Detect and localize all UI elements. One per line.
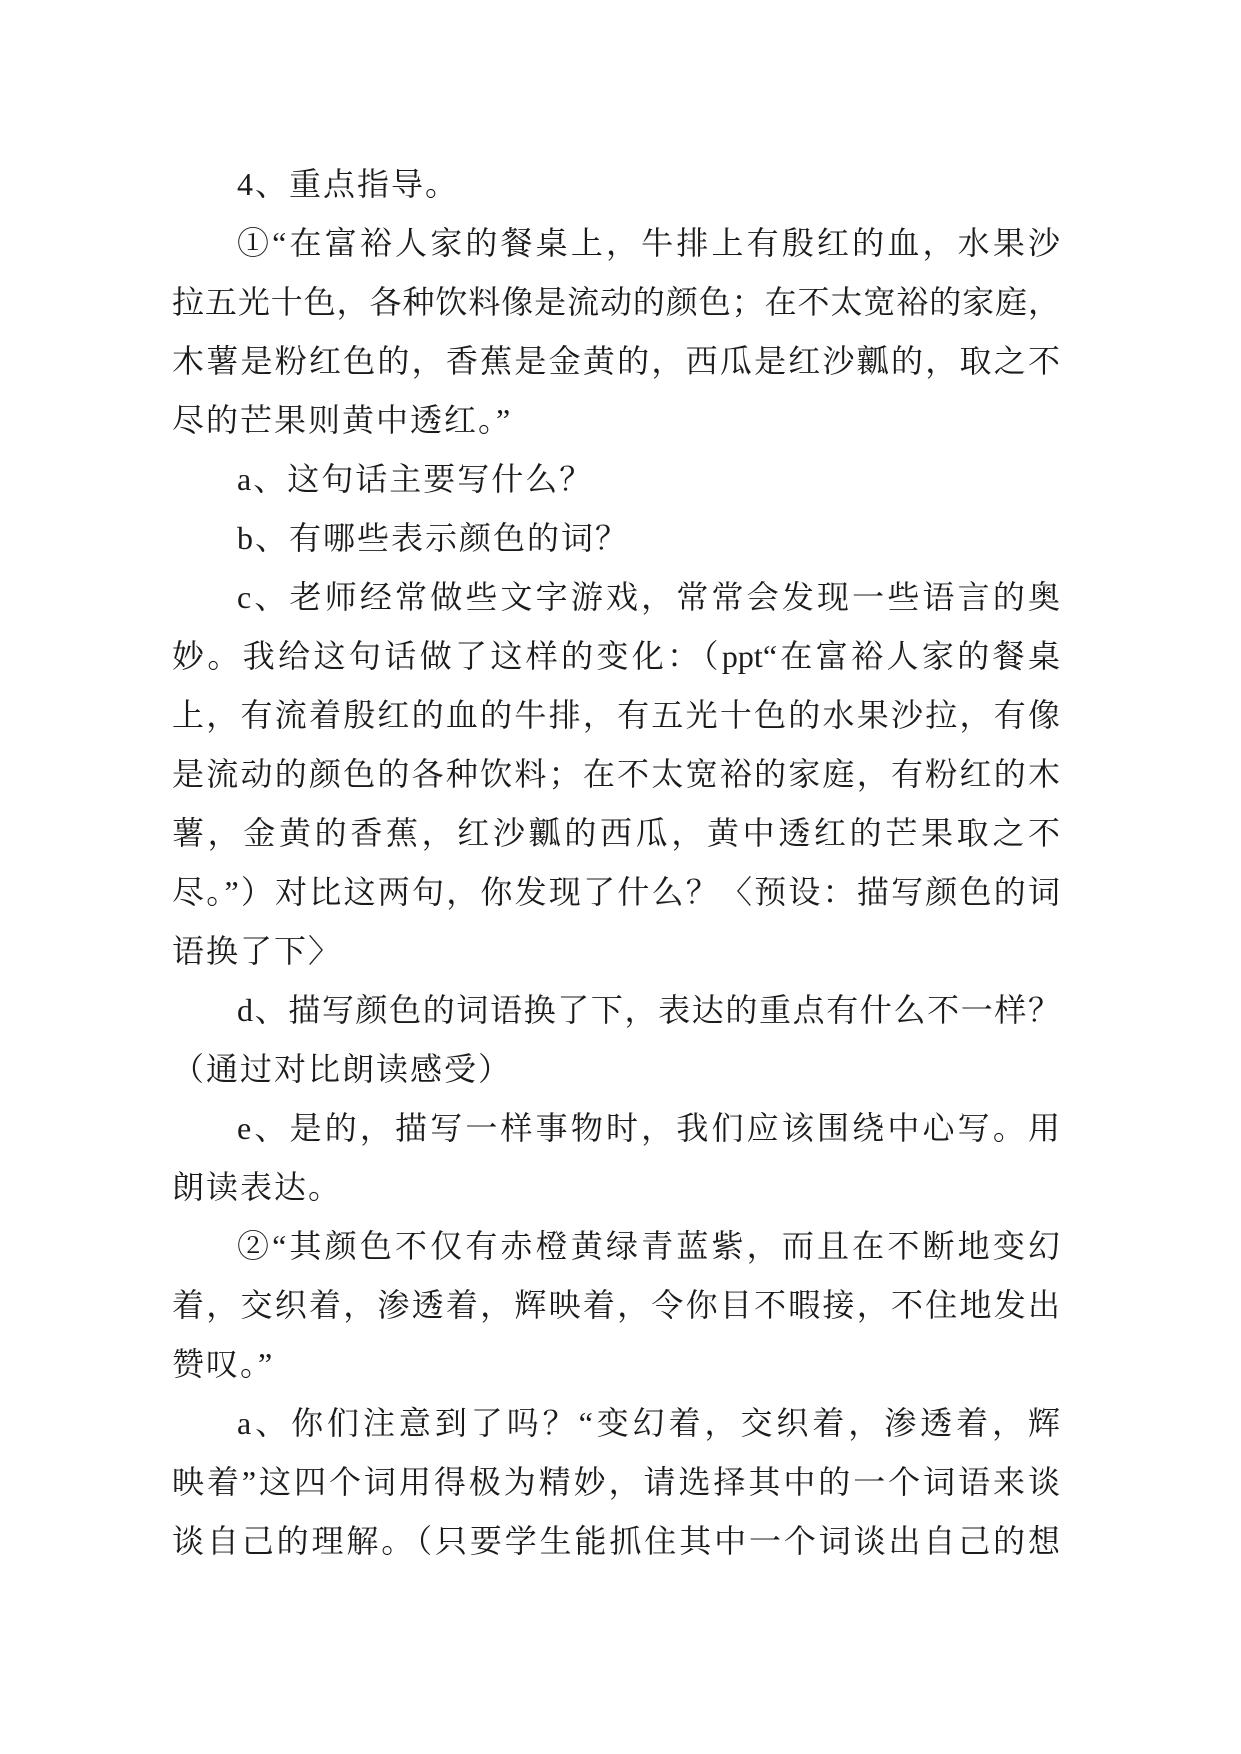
text-line: c、老师经常做些文字游戏，常常会发现一些语言的奥 [237,579,1060,615]
text-line: 木薯是粉红色的，香蕉是金黄的，西瓜是红沙瓤的，取之不 [172,343,1060,379]
text-line: 上，有流着殷红的血的牛排，有五光十色的水果沙拉，有像 [172,697,1060,733]
text-line: 拉五光十色，各种饮料像是流动的颜色；在不太宽裕的家庭， [172,284,1060,320]
text-line: 朗读表达。 [172,1169,343,1205]
text-line: d、描写颜色的词语换了下，表达的重点有什么不一样？ [237,992,1060,1028]
text-line: 着，交织着，渗透着，辉映着，令你目不暇接，不住地发出 [172,1287,1060,1323]
text-line: （通过对比朗读感受） [172,1051,513,1087]
text-line: 映着”这四个词用得极为精妙，请选择其中的一个词语来谈 [172,1464,1060,1500]
text-line: a、你们注意到了吗？“变幻着，交织着，渗透着，辉 [237,1405,1060,1441]
text-line: 尽。”）对比这两句，你发现了什么？〈预设：描写颜色的词 [172,874,1060,910]
text-line: 4、重点指导。 [237,166,460,202]
text-line: 薯，金黄的香蕉，红沙瓤的西瓜，黄中透红的芒果取之不 [172,815,1060,851]
document-page [172,155,1060,1571]
text-line: b、有哪些表示颜色的词？ [237,520,630,556]
text-line: e、是的，描写一样事物时，我们应该围绕中心写。用 [237,1110,1060,1146]
text-line: ①“在富裕人家的餐桌上，牛排上有殷红的血，水果沙 [237,225,1060,261]
text-line: 是流动的颜色的各种饮料；在不太宽裕的家庭，有粉红的木 [172,756,1060,792]
text-line: a、这句话主要写什么？ [237,461,594,497]
text-line: 妙。我给这句话做了这样的变化：（ppt“在富裕人家的餐桌 [172,638,1060,674]
text-line: 尽的芒果则黄中透红。” [172,402,513,438]
text-line: 语换了下〉 [172,933,343,969]
text-line: 赞叹。” [172,1346,275,1382]
text-line: 谈自己的理解。（只要学生能抓住其中一个词谈出自己的想 [172,1523,1060,1559]
text-line: ②“其颜色不仅有赤橙黄绿青蓝紫，而且在不断地变幻 [237,1228,1060,1264]
